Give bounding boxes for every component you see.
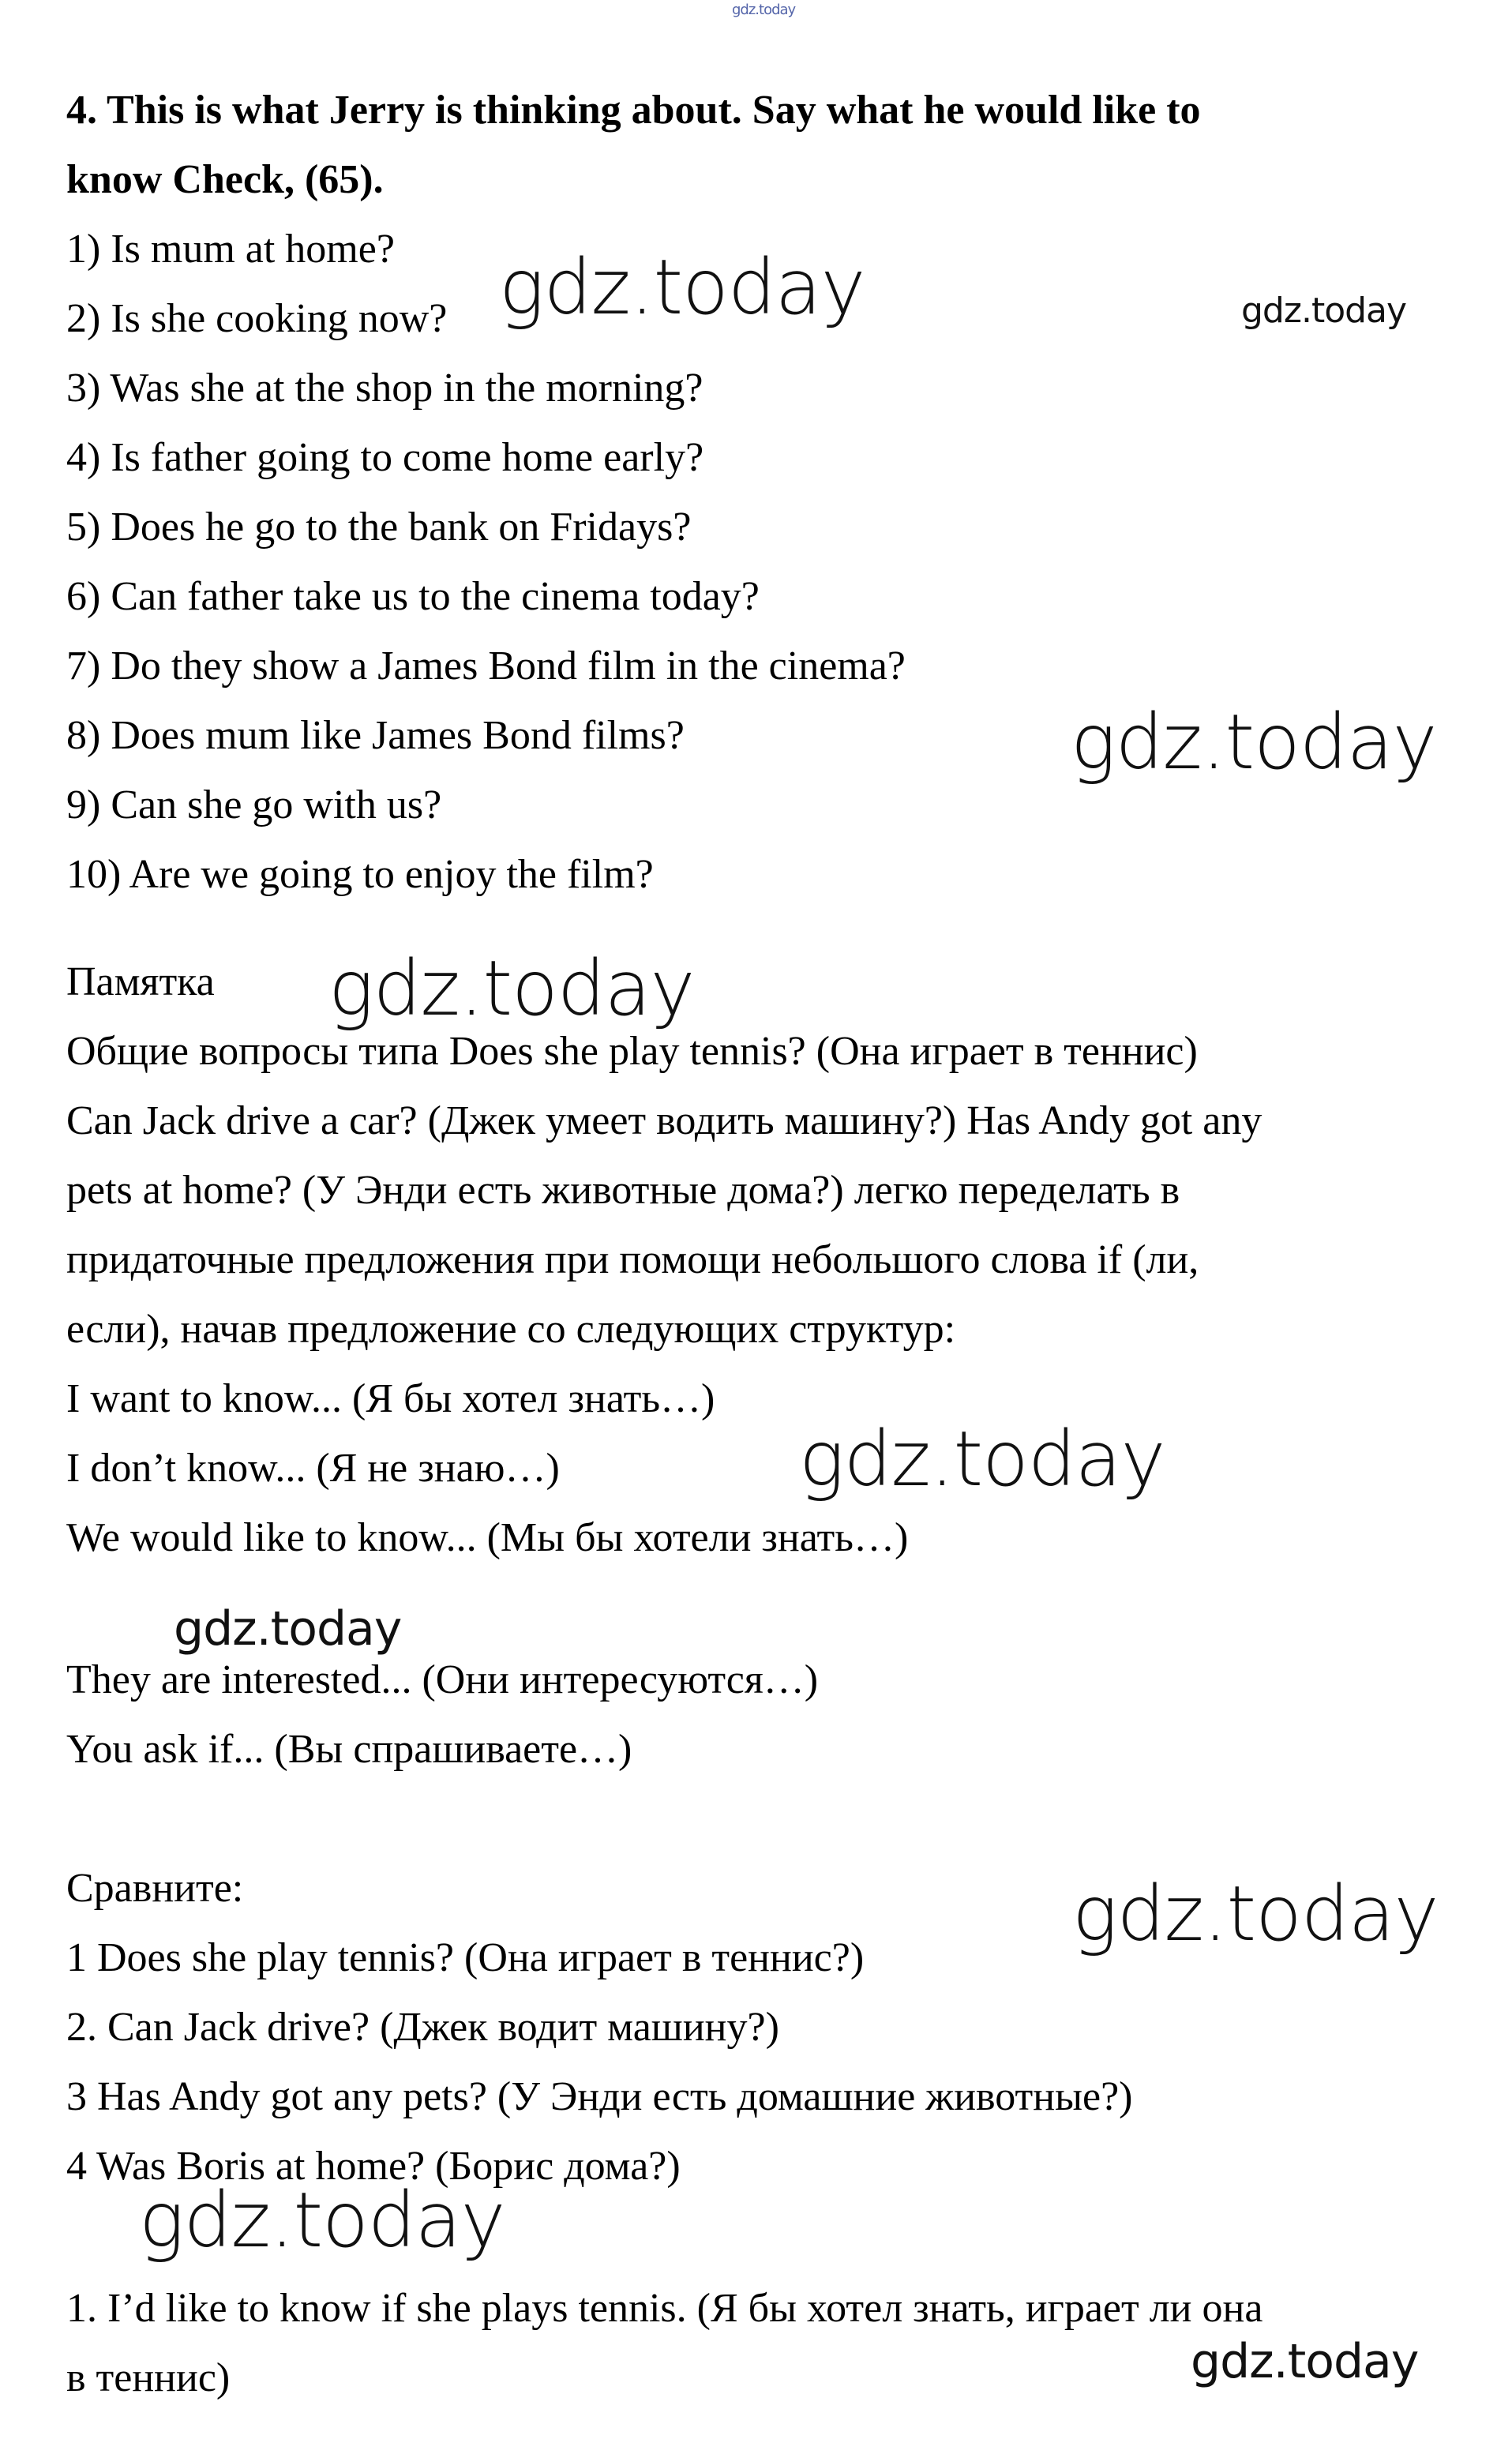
question-item: 6) Can father take us to the cinema today? <box>66 574 760 619</box>
task-title-line-1: 4. This is what Jerry is thinking about. Say what he would like to <box>66 88 1201 133</box>
memo-line: если), начав предложение со следующих структур: <box>66 1307 956 1352</box>
memo-line: придаточные предложения при помощи небольшого слова if (ли, <box>66 1237 1199 1282</box>
watermark: gdz.today <box>1072 1870 1439 1958</box>
memo-line: Can Jack drive a car? (Джек умеет водить машину?) Has Andy got any <box>66 1098 1263 1143</box>
question-item: 7) Do they show a James Bond film in the cinema? <box>66 644 906 689</box>
watermark: gdz.today <box>499 243 865 332</box>
compare-line: 3 Has Andy got any pets? (У Энди есть домашние животные?) <box>66 2074 1133 2119</box>
question-item: 9) Can she go with us? <box>66 782 442 827</box>
answer-line-2: в теннис) <box>66 2355 231 2400</box>
task-title-line-2: know Check, (65). <box>66 157 384 202</box>
question-item: 4) Is father going to come home early? <box>66 435 704 480</box>
watermark: gdz.today <box>799 1415 1165 1503</box>
memo-heading: Памятка <box>66 959 215 1004</box>
memo-line: They are interested... (Они интересуются…) <box>66 1657 819 1702</box>
question-item: 1) Is mum at home? <box>66 227 395 272</box>
watermark: gdz.today <box>139 2176 505 2265</box>
header-watermark: gdz.today <box>732 2 796 18</box>
compare-line: 2. Can Jack drive? (Джек водит машину?) <box>66 2005 779 2050</box>
memo-line: pets at home? (У Энди есть животные дома?) легко переделать в <box>66 1168 1180 1213</box>
watermark: gdz.today <box>328 944 695 1033</box>
question-item: 3) Was she at the shop in the morning? <box>66 366 703 411</box>
question-item: 8) Does mum like James Bond films? <box>66 713 685 758</box>
compare-line: 1 Does she play tennis? (Она играет в теннис?) <box>66 1935 865 1980</box>
question-item: 10) Are we going to enjoy the film? <box>66 852 654 897</box>
watermark: gdz.today <box>1191 2334 1419 2389</box>
memo-line: I want to know... (Я бы хотел знать…) <box>66 1376 715 1421</box>
memo-line: I don’t know... (Я не знаю…) <box>66 1446 560 1491</box>
answer-line-1: 1. I’d like to know if she plays tennis. (Я бы хотел знать, играет ли она <box>66 2286 1263 2331</box>
memo-line: We would like to know... (Мы бы хотели знать…) <box>66 1515 909 1560</box>
watermark: gdz.today <box>1071 698 1437 786</box>
question-item: 2) Is she cooking now? <box>66 296 448 341</box>
memo-line: You ask if... (Вы спрашиваете…) <box>66 1727 632 1772</box>
question-item: 5) Does he go to the bank on Fridays? <box>66 505 692 550</box>
watermark: gdz.today <box>1241 291 1407 331</box>
compare-line: 4 Was Boris at home? (Борис дома?) <box>66 2144 681 2189</box>
compare-heading: Сравните: <box>66 1866 244 1911</box>
watermark: gdz.today <box>174 1601 402 1657</box>
memo-line: Общие вопросы типа Does she play tennis? (Она играет в теннис) <box>66 1029 1198 1074</box>
